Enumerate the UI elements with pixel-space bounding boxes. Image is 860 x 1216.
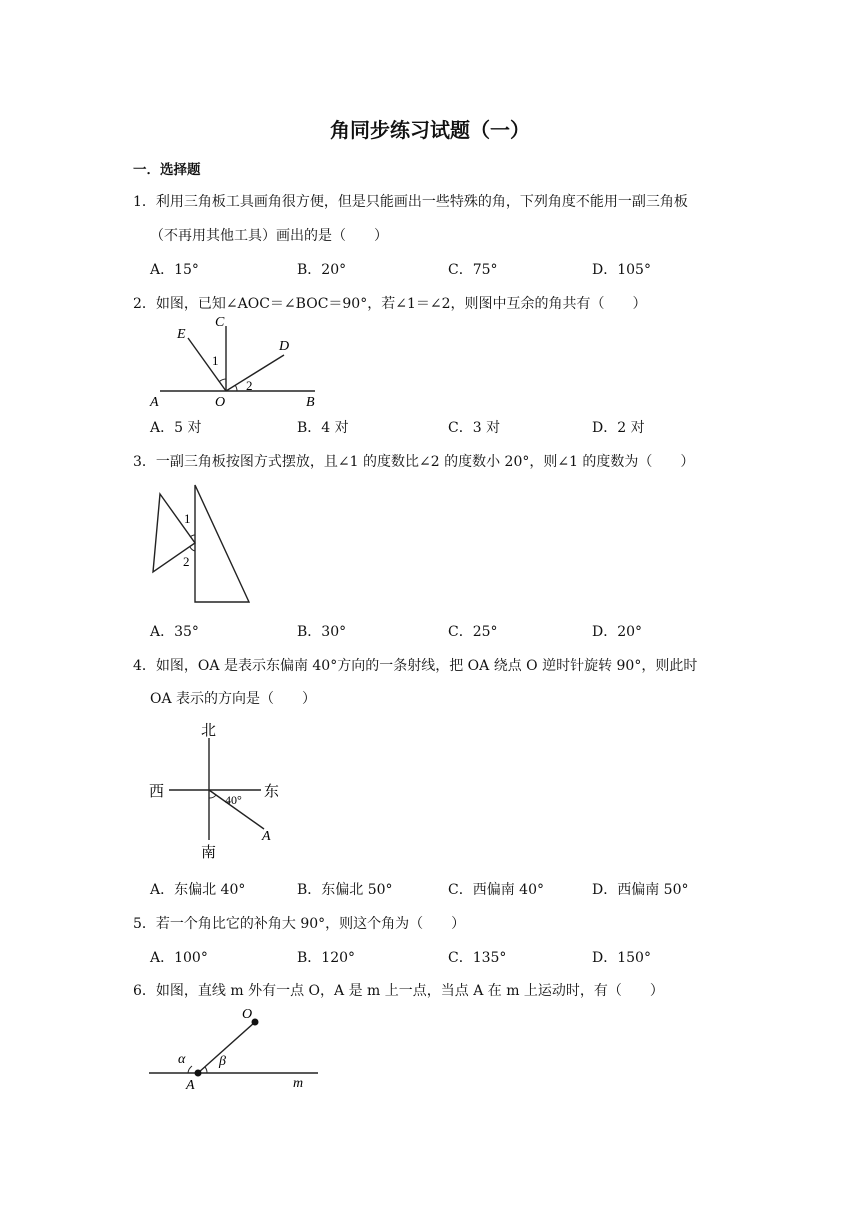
question-5-option-a: A．100° <box>150 950 208 966</box>
figure-label-west: 西 <box>149 784 165 800</box>
question-3-text: 3．一副三角板按图方式摆放，且∠1 的度数比∠2 的度数小 20°，则∠1 的度数为（ ） <box>133 454 695 470</box>
figure-label-o: O <box>215 395 226 410</box>
question-3-option-d: D．20° <box>592 624 643 640</box>
question-2-option-b: B．4 对 <box>297 420 349 436</box>
question-1-option-b: B．20° <box>297 262 347 278</box>
question-5-text: 5．若一个角比它的补角大 90°，则这个角为（ ） <box>133 916 466 932</box>
question-5-option-b: B．120° <box>297 950 356 966</box>
figure-label-angle-2: 2 <box>183 554 190 569</box>
question-3-option-b: B．30° <box>297 624 347 640</box>
figure-label-east: 东 <box>264 784 280 800</box>
question-1-text-cont: （不再用其他工具）画出的是（ ） <box>150 228 388 244</box>
figure-label-m: m <box>293 1076 304 1091</box>
question-4-option-a: A．东偏北 40° <box>150 882 246 898</box>
figure-label-e: E <box>177 327 186 342</box>
question-6-text: 6．如图，直线 m 外有一点 O，A 是 m 上一点，当点 A 在 m 上运动时，有（ ） <box>133 983 664 999</box>
question-3-figure <box>145 480 260 608</box>
question-1-option-d: D．105° <box>592 262 651 278</box>
figure-label-north: 北 <box>201 723 217 739</box>
question-5-option-c: C．135° <box>448 950 507 966</box>
figure-label-angle-40: 40° <box>225 793 242 807</box>
question-1-text: 1．利用三角板工具画角很方便，但是只能画出一些特殊的角，下列角度不能用一副三角板 <box>133 194 688 210</box>
figure-label-b: B <box>306 395 315 410</box>
question-3-option-c: C．25° <box>448 624 498 640</box>
question-1-option-a: A．15° <box>150 262 199 278</box>
figure-label-c: C <box>215 315 225 330</box>
figure-label-beta: β <box>219 1054 226 1069</box>
question-4-text: 4．如图，OA 是表示东偏南 40°方向的一条射线，把 OA 绕点 O 逆时针旋转 90°，则此时 <box>133 658 698 674</box>
question-4-option-b: B．东偏北 50° <box>297 882 393 898</box>
question-2-figure <box>140 312 340 412</box>
question-4-option-c: C．西偏南 40° <box>448 882 544 898</box>
figure-label-angle-2: 2 <box>246 378 253 393</box>
page-title: 角同步练习试题（一） <box>330 118 530 142</box>
figure-label-angle-1: 1 <box>212 353 219 368</box>
section-heading: 一．选择题 <box>133 162 201 178</box>
question-4-text-cont: OA 表示的方向是（ ） <box>150 691 317 707</box>
question-2-option-d: D．2 对 <box>592 420 645 436</box>
question-1-option-c: C．75° <box>448 262 498 278</box>
figure-label-d: D <box>279 339 290 354</box>
figure-label-angle-1: 1 <box>184 511 191 526</box>
figure-label-a: A <box>262 829 271 844</box>
figure-label-o: O <box>242 1007 253 1022</box>
question-5-option-d: D．150° <box>592 950 651 966</box>
question-4-option-d: D．西偏南 50° <box>592 882 689 898</box>
figure-label-a: A <box>186 1078 195 1093</box>
question-4-figure <box>140 716 290 862</box>
question-2-option-c: C．3 对 <box>448 420 501 436</box>
figure-label-a: A <box>150 395 159 410</box>
question-6-figure <box>140 1005 320 1095</box>
point-a-dot <box>195 1070 202 1077</box>
point-o-dot <box>252 1019 259 1026</box>
figure-label-south: 南 <box>201 845 217 861</box>
figure-label-alpha: α <box>178 1052 186 1067</box>
question-2-option-a: A．5 对 <box>150 420 202 436</box>
question-2-text: 2．如图，已知∠AOC＝∠BOC＝90°，若∠1＝∠2，则图中互余的角共有（ ） <box>133 296 647 312</box>
question-3-option-a: A．35° <box>150 624 199 640</box>
